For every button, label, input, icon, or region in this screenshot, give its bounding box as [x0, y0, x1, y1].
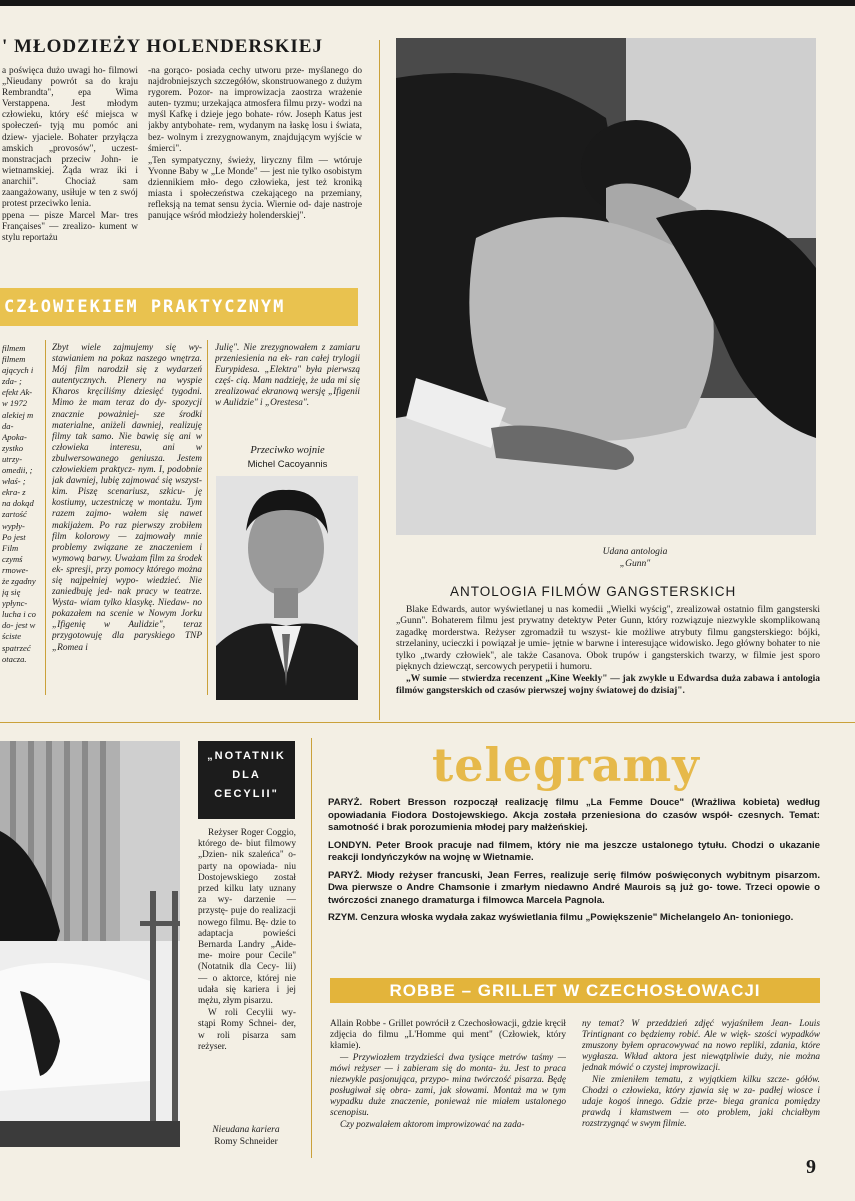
gang-article — [396, 605, 820, 715]
notatnik-header-line: CECYLII" — [214, 788, 279, 800]
robbe-column-2 — [582, 1019, 820, 1149]
notatnik-header — [198, 741, 295, 819]
notatnik-header-line: „NOTATNIK — [207, 750, 286, 762]
dutch-col2-paragraph: -na gorąco- posiada cechy utworu prze- myślanego do najdrobniejszych szczegółów, skonstruowanego z dużym rygorem. Pozor- na improwizacja zaostrza wrażenie auten- tyzmu; urzekająca atmosfera filmu przy- wodzi na myśl Kafkę i dzieje jego bohate- rów. Joseph Katus jest jakby antybohate- rem, wydanym na łaskę losu i świata, bez- wolnym i zrezygnowanym, znajdującym wyjście w śmierci". — [148, 66, 362, 154]
telegramy-list — [328, 797, 820, 957]
telegramy-title: telegramy — [432, 738, 700, 792]
column-divider — [379, 40, 380, 720]
caption-line: Romy Schneider — [214, 1137, 278, 1147]
caption-line: „Gunn" — [619, 559, 651, 569]
robbe-column-1 — [330, 1019, 566, 1149]
quote-author: Michel Cacoyannis — [247, 459, 328, 470]
quote-title: Przeciwko wojnie — [250, 445, 325, 456]
robbe-paragraph: Allain Robbe - Grillet powrócił z Czechosłowacji, gdzie kręcił zdjęcia do filmu „L'Homme qui ment" (Człowiek, który kłamie). — [330, 1019, 566, 1051]
robbe-paragraph: Nie zmieniłem tematu, z wyjątkiem kilku szcze- gółów. Chodzi o człowieka, który zjawia się w za- padłej wiosce i udaje kogoś innego. Gdzie prze- biega granica pomiędzy prawdą i kłamstwem — oto problem, jaki chciałbym rozstrzygnąć w swym filmie. — [582, 1075, 820, 1129]
telegram-item: PARYŻ. Młody reżyser francuski, Jean Ferres, realizuje serię filmów poświęconych wybitnym pisarzom. Dwa pierwsze o Andre Chamsonie i zmarłym niedawno André Maurois są już go- towe. Trzeci opowie o twórczości znanego dramaturga i filmowca Marcela Pagnola. — [328, 869, 820, 906]
notatnik-article — [198, 828, 296, 1123]
caption-line: Udana antologia — [602, 547, 668, 557]
dutch-column-2 — [148, 66, 362, 266]
gang-title: ANTOLOGIA FILMÓW GANGSTERSKICH — [450, 584, 737, 599]
notatnik-caption — [190, 1124, 302, 1148]
article-headline: ' MŁODZIEŻY HOLENDERSKIEJ — [2, 36, 323, 57]
praktyczny-column-1: filmem filmem ających i zda- ; efekt Ak- w 1972 alekiej m da- Apoka- zystko utrzy- omedii, ; właś- ; ekra- z na dokąd zartość wypły- Po jest Film czymś rmowe- że zgadny ją się ypłync- lucha i co do- jest w ściste spatrzeć otacza. — [2, 343, 36, 664]
section-banner: CZŁOWIEKIEM PRAKTYCZNYM — [0, 288, 358, 326]
caption-line: Nieudana kariera — [212, 1125, 280, 1135]
robbe-banner: ROBBE – GRILLET W CZECHOSŁOWACJI — [330, 978, 820, 1003]
dutch-col1-paragraph: a poświęca dużo uwagi ho- filmowi „Nieudany powrót sa do kraju Rembrandta", ера Wima Verstappena. Jest młodym człowieku, który eść miejsca w społeczeń- tyją mu pomóc ani dziew- yjaciele. Bohater przyłącza amskich „provosów", uczest- monstracjach przeciw John- ie wietnamskiej. Żąda wraz iki i anarchii". Chociaż sam zaangażowany, usiłuje w ten z swój protest przeciwko lenia. — [2, 66, 138, 210]
dutch-col2-paragraph: „Ten sympatyczny, świeży, liryczny film — wtóruje Yvonne Baby w „Le Monde" — jest nie tylko osobistym dziennikiem mło- dego człowieka, jest też kroniką miasta i społeczeństwa czekającego na przemiany, refleksją na temat sensu życia. Wiernie od- daje nastroje panujące wśród młodzieży holenderskiej". — [148, 155, 362, 222]
telegram-item: PARYŻ. Robert Bresson rozpoczął realizację filmu „La Femme Douce" (Wrażliwa kobieta) według opowiadania Fiodora Dostojewskiego. Akcja została przeniesiona do czasów współ- czesnych. Temat: samotność i brak porozumienia młodej pary małżeńskiej. — [328, 797, 820, 833]
notatnik-paragraph: W roli Cecylii wy- stąpi Romy Schnei- der, w roli pisarza sam reżyser. — [198, 1008, 296, 1052]
portrait-photo — [216, 476, 358, 700]
horizontal-divider — [0, 722, 855, 723]
notatnik-header-line: DLA — [232, 769, 261, 781]
gang-paragraph: „W sumie — stwierdza recenzent „Kine Weekly" — jak zwykle u Edwardsa duża zabawa i antologia filmów gangsterskich od czasów pierwszej wojny światowej do dzisiaj". — [396, 674, 820, 696]
dutch-column-1 — [2, 66, 138, 266]
gangster-photo-caption — [540, 546, 730, 570]
gang-paragraph: Blake Edwards, autor wyświetlanej u nas komedii „Wielki wyścig", zrealizował ostatnio film gangsterski „Gunn". Bohaterem filmu jest prywatny detektyw Peter Gunn, który rozwiązuje niezwykle skomplikowaną zagadkę morderstwa. Reżyser zgromadził tu wszyst- kie możliwe atrybuty filmu gangsterskiego: bójki, strzelaniny, ucieczki i powiązał je umie- jętnie w barwne i interesujące widowisko. Jego główny bohater to nie tylko „twardy człowiek", ale także Casanova. Obok trupów i gangsterskich twarzy, w filmie jest sporo pięknych dziewcząt, sercowych perypetii i humoru. — [396, 605, 820, 673]
robbe-paragraph: Czy pozwalałem aktorom improwizować na zada- — [340, 1120, 525, 1130]
robbe-paragraph: — Przywiozłem trzydzieści dwa tysiące metrów taśmy — mówi reżyser — i zabieram się do monta- żu. Jest to praca niezwykle pasjonująca, przypo- mina twórczość pisarza. Będę posługiwał się obra- zami, jak słowami. Montaż ma w tym wypadku duże znaczenie, ponieważ nie miałem ustalonego scenopisu. — [330, 1053, 566, 1118]
column-divider — [207, 340, 208, 695]
gangster-photo — [396, 38, 816, 535]
column-divider — [311, 738, 312, 1158]
column-divider — [45, 340, 46, 695]
romy-schneider-photo — [0, 741, 180, 1147]
dutch-col1-paragraph: ppena — pisze Marcel Mar- tres Françaises" — zrealizo- kument w stylu reportażu — [2, 211, 138, 244]
robbe-paragraph: ny temat? W przeddzień zdjęć wyjaśniłem Jean- Louis Trintignant co będziemy robić. Ale w więk- szości wypadków zmuszony byłem opracowywać na nowo repliki, zdania, które wygłasza. Wkład aktora jest niewątpliwie duży, nie można jednak mówić o czystej improwizacji. — [582, 1019, 820, 1073]
telegram-item: RZYM. Cenzura włoska wydała zakaz wyświetlania filmu „Powiększenie" Michelangelo An- tonioniego. — [328, 912, 794, 923]
telegram-item: LONDYN. Peter Brook pracuje nad filmem, który nie ma jeszcze ustalonego tytułu. Chodzi o ukazanie reakcji londyńczyków na wojnę w Wietnamie. — [328, 839, 820, 863]
praktyczny-column-2: Zbyt wiele zajmujemy się wy- stawianiem na pokaz naszego wnętrza. Mój film narodził się z wydarzeń autentycznych. Plenery na wyspie Kharos kręciliśmy dziesięć tygodni. Mimo że mam teraz do dy- spozycji znacznie poważniej- sze środki materialne, aniżeli dawniej, realizuję filmy tak samo. Nie bawię się ani w człowieka interesu, ani w zbulwersowanego geniusza. Jestem człowiekiem praktycz- nym. I, podobnie jak dawniej, lubię zajmować się wszyst- kim. Piszę scenariusz, szkicu- ję kostiumy, uczestniczę w montażu. Tym razem zajmo- wałem się nawet makijażem. Po raz pierwszy zrobiłem film kolorowy — zajmowały mnie problemy związane ze znaczeniem i wymową barwy. Uważam film za środek ek- spresji, przy pomocy którego można się najpełniej wypo- wiedzieć. Nie zaniedbuję jed- nak pracy w teatrze. Wysta- wiam tylko klasykę. Niedaw- no pokazałem na scenie w Nowym Jorku „Ifigenię w Aulidzie", teraz przygotowuję dla paryskiego TNP „Romea i — [52, 343, 202, 653]
praktyczny-column-3: Julię". Nie zrezygnowałem z zamiaru przeniesienia na ek- ran całej trylogii Eurypidesa. „Elektra" była pierwszą częś- cią. Mam nadzieję, że uda mi się zrealizować ekranową wersję „Ifigenii w Aulidzie" i „Orestesa". — [215, 343, 360, 409]
page-number: 9 — [806, 1156, 816, 1178]
top-border — [0, 0, 855, 6]
notatnik-paragraph: Reżyser Roger Coggio, którego de- biut filmowy „Dzien- nik szaleńca" o- party na opowiada- niu Dostojewskiego został przed kilku laty uznany za wy- darzenie — przystę- puje do realizacji nowego filmu. Bę- dzie to adaptacja powieści Bernarda Landry „Aide-me- moire pour Cecile" (Notatnik dla Cecy- lii) — o aktorce, której nie udała się kariera i jej mężu, złym pisarzu. — [198, 828, 296, 1007]
